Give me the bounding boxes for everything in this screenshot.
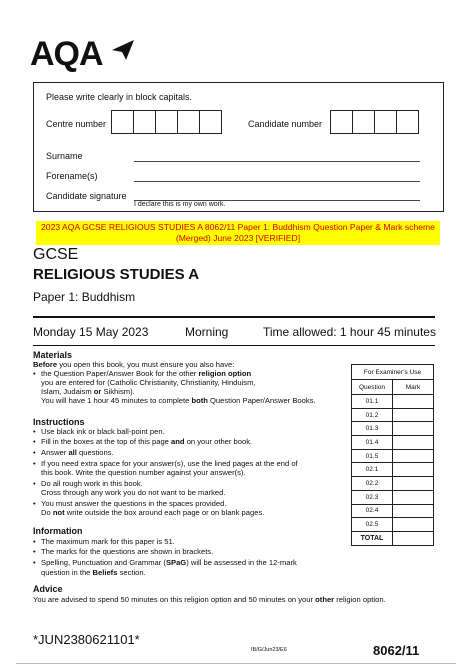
information-heading: Information [33, 526, 83, 536]
surname-label: Surname [46, 151, 83, 161]
examiner-use-table [351, 364, 434, 546]
mark-column-header: Mark [393, 380, 434, 395]
materials-line: the Question Paper/Answer Book for the other religion option [41, 369, 252, 378]
digit-cell[interactable] [352, 110, 375, 134]
surname-field[interactable] [134, 161, 420, 162]
mark-cell [393, 436, 434, 450]
instruction-item: Fill in the boxes at the top of this page and on your other book. [41, 437, 253, 446]
table-row [352, 463, 434, 477]
bullet-icon: • [33, 499, 36, 508]
table-row [352, 504, 434, 518]
information-item: The marks for the questions are shown in brackets. [41, 547, 214, 556]
question-number: 01.1 [352, 395, 393, 409]
mark-cell [393, 422, 434, 436]
mark-cell [393, 408, 434, 422]
barcode-text: *JUN2380621101* [33, 632, 140, 647]
digit-cell[interactable] [111, 110, 134, 134]
question-number: 01.4 [352, 436, 393, 450]
bullet-icon: • [33, 479, 36, 488]
question-number: 02.4 [352, 504, 393, 518]
bullet-icon: • [33, 427, 36, 436]
advice-heading: Advice [33, 584, 63, 594]
table-row [352, 436, 434, 450]
mark-cell [393, 395, 434, 409]
digit-cell[interactable] [133, 110, 156, 134]
subject-title: RELIGIOUS STUDIES A [33, 266, 200, 283]
information-item: question in the Beliefs section. [41, 568, 146, 577]
question-number: 01.2 [352, 408, 393, 422]
mark-cell [393, 504, 434, 518]
divider [33, 345, 435, 346]
mark-cell [393, 463, 434, 477]
mark-cell [393, 477, 434, 491]
block-capitals-instruction: Please write clearly in block capitals. [46, 92, 193, 102]
table-row [352, 477, 434, 491]
digit-cell[interactable] [374, 110, 397, 134]
digit-cell[interactable] [396, 110, 419, 134]
total-label: TOTAL [352, 531, 393, 545]
mark-cell [393, 449, 434, 463]
bullet-icon: • [33, 558, 36, 567]
signature-label: Candidate signature [46, 191, 127, 201]
bullet-icon: • [33, 459, 36, 468]
bullet-icon: • [33, 437, 36, 446]
forenames-field[interactable] [134, 181, 420, 182]
candidate-number-input[interactable] [331, 110, 419, 134]
information-item: The maximum mark for this paper is 51. [41, 537, 175, 546]
centre-number-label: Centre number [46, 119, 107, 129]
paper-reference: IB/G/Jun23/E6 [251, 647, 287, 653]
paper-title: Paper 1: Buddhism [33, 290, 136, 304]
exam-date: Monday 15 May 2023 [33, 325, 149, 339]
question-number: 02.2 [352, 477, 393, 491]
candidate-number-label: Candidate number [248, 119, 323, 129]
time-allowed: Time allowed: 1 hour 45 minutes [263, 325, 436, 339]
instruction-item: Answer all questions. [41, 448, 114, 457]
table-row [352, 408, 434, 422]
table-row [352, 531, 434, 545]
highlighted-title-banner: 2023 AQA GCSE RELIGIOUS STUDIES A 8062/11 Paper 1: Buddhism Question Paper & Mark scheme (Merged) June 2023 [VERIFIED] [36, 221, 440, 245]
divider [33, 316, 435, 318]
digit-cell[interactable] [199, 110, 222, 134]
aqa-swoosh-icon [110, 38, 136, 62]
mark-cell [393, 518, 434, 532]
instruction-item: this book. Write the question number against your answer(s). [41, 468, 246, 477]
instruction-item: Cross through any work you do not want to be marked. [41, 488, 226, 497]
digit-cell[interactable] [330, 110, 353, 134]
instructions-heading: Instructions [33, 417, 85, 427]
total-mark-cell [393, 531, 434, 545]
centre-number-input[interactable] [112, 110, 222, 134]
table-row [352, 518, 434, 532]
declaration-text: I declare this is my own work. [134, 201, 226, 208]
instruction-item: Do not write outside the box around each page or on blank pages. [41, 508, 265, 517]
instruction-item: You must answer the questions in the spaces provided. [41, 499, 227, 508]
exam-session: Morning [185, 325, 229, 339]
paper-code: 8062/11 [373, 643, 420, 658]
information-item: Spelling, Punctuation and Grammar (SPaG) will be assessed in the 12-mark [41, 558, 297, 567]
page-edge [16, 663, 456, 664]
materials-line: Islam, Judaism or Sikhism). [41, 387, 135, 396]
bullet-icon: • [33, 537, 36, 546]
question-number: 02.1 [352, 463, 393, 477]
digit-cell[interactable] [177, 110, 200, 134]
bullet-icon: • [33, 369, 36, 378]
question-number: 01.5 [352, 449, 393, 463]
instruction-item: Do all rough work in this book. [41, 479, 143, 488]
question-column-header: Question [352, 380, 393, 395]
materials-heading: Materials [33, 350, 73, 360]
digit-cell[interactable] [155, 110, 178, 134]
candidate-details-box [33, 82, 444, 212]
forenames-label: Forename(s) [46, 171, 98, 181]
table-row [352, 490, 434, 504]
advice-text: You are advised to spend 50 minutes on this religion option and 50 minutes on your other religion option. [33, 595, 386, 604]
table-row [352, 422, 434, 436]
instruction-item: If you need extra space for your answer(s), use the lined pages at the end of [41, 459, 298, 468]
qualification-title: GCSE [33, 246, 79, 263]
aqa-logo: AQA [30, 35, 103, 73]
materials-line: you are entered for (Catholic Christianity, Christianity, Hinduism, [41, 378, 256, 387]
bullet-icon: • [33, 448, 36, 457]
examiner-table-title: For Examiner’s Use [352, 365, 434, 380]
materials-intro: Before you open this book, you must ensure you also have: [33, 360, 235, 369]
instruction-item: Use black ink or black ball-point pen. [41, 427, 165, 436]
bullet-icon: • [33, 547, 36, 556]
table-row [352, 395, 434, 409]
materials-line: You will have 1 hour 45 minutes to complete both Question Paper/Answer Books. [41, 396, 316, 405]
question-number: 02.3 [352, 490, 393, 504]
question-number: 01.3 [352, 422, 393, 436]
table-row [352, 449, 434, 463]
question-number: 02.5 [352, 518, 393, 532]
mark-cell [393, 490, 434, 504]
